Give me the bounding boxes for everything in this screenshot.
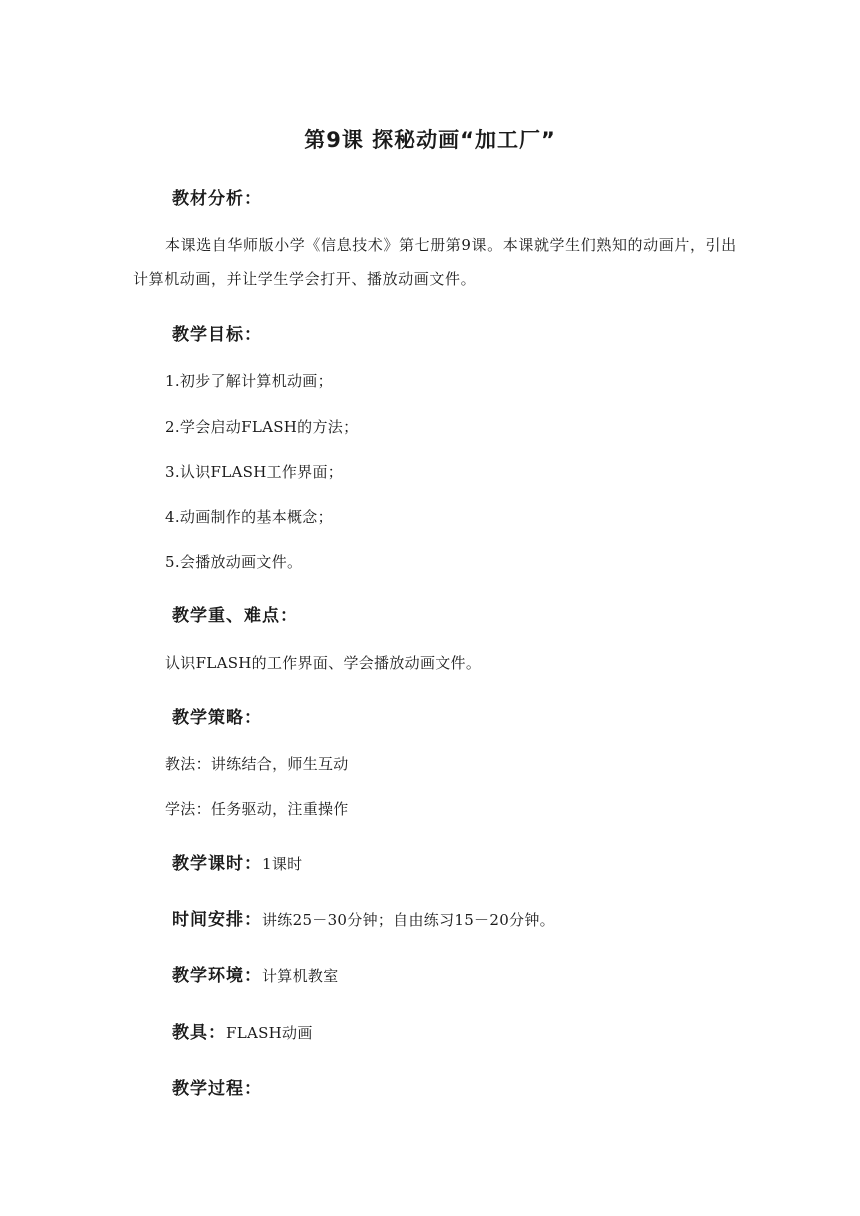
hours-value: 1课时 [262,855,303,873]
environment-label: 教学环境： [172,966,262,986]
hours-label: 教学课时： [172,854,262,874]
section-heading-goals: 教学目标： [172,325,262,345]
key-points-text: 认识FLASH的工作界面、学会播放动画文件。 [165,654,482,672]
goal-item-1: 1.初步了解计算机动画； [165,372,333,390]
goal-item-4: 4.动画制作的基本概念； [165,508,333,526]
environment-row [172,961,339,986]
page-title: 第9课 探秘动画“加工厂” [304,128,556,152]
schedule-row [172,905,555,930]
goal-item-5: 5.会播放动画文件。 [165,553,303,571]
schedule-value: 讲练25－30分钟；自由练习15－20分钟。 [262,911,555,929]
schedule-label: 时间安排： [172,910,262,930]
analysis-paragraph: 本课选自华师版小学《信息技术》第七册第9课。本课就学生们熟知的动画片，引出计算机动画，并让学生学会打开、播放动画文件。 [133,236,737,288]
tools-label: 教具： [172,1023,226,1043]
tools-row [172,1018,313,1043]
strategy-learning: 学法：任务驱动，注重操作 [165,800,349,818]
section-heading-process: 教学过程： [172,1079,262,1099]
goal-item-2: 2.学会启动FLASH的方法； [165,418,359,436]
goal-item-3: 3.认识FLASH工作界面； [165,463,344,481]
hours-row [172,849,302,874]
section-heading-analysis: 教材分析： [172,189,262,209]
environment-value: 计算机教室 [262,967,339,985]
section-heading-key-points: 教学重、难点： [172,606,298,626]
strategy-teaching: 教法：讲练结合，师生互动 [165,755,349,773]
tools-value: FLASH动画 [226,1024,313,1042]
section-heading-strategy: 教学策略： [172,708,262,728]
